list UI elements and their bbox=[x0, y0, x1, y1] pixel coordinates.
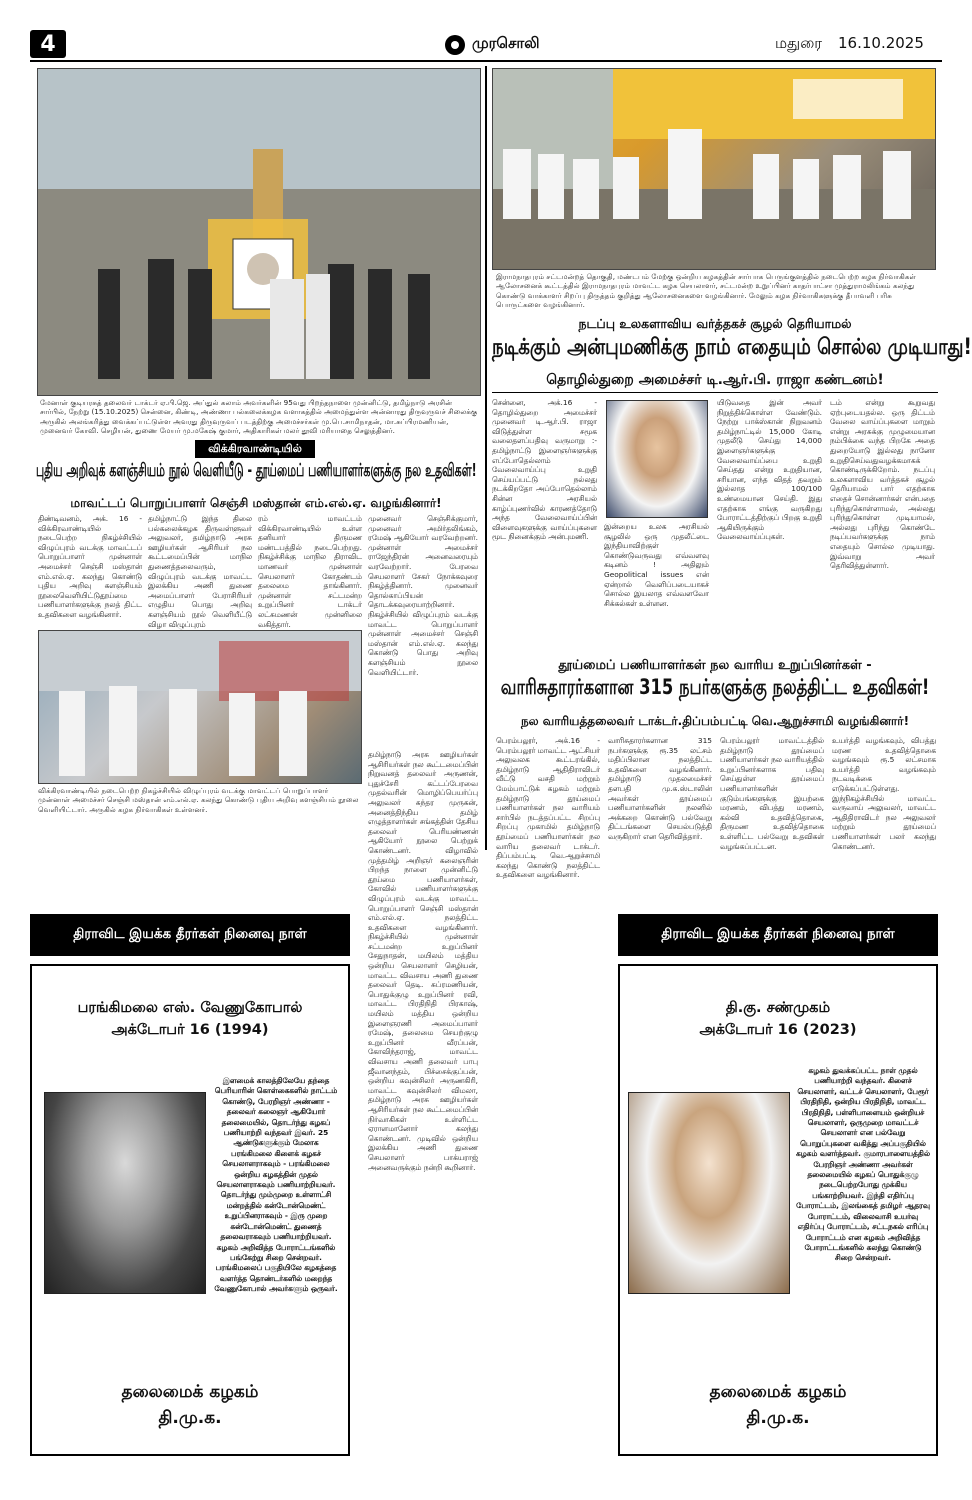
story2-column-4: முனைவர் செஞ்சிக்குமார், முனைவர் அமிர்தலிங்கம், ரமேஷ் ஆகியோர் வரவேற்றனர். முன்னாள் அமைச்சர் ராஜேந்திரன் அனைவரையும் வரவேற்றார். பேரவை செயலாளர் சேகர் நோக்கவுரை நிகழ்த்தினார். முனைவர் தொல்காப்பியன் தொடக்கவுரையாற்றினார். நிகழ்ச்சியில் விழுப்புரம் வடக்கு மாவட்ட பொறுப்பாளர் முன்னாள் அமைச்சர் செஞ்சி மஸ்தான் எம்.எல்.ஏ. கலந்து கொண்டு பொது அறிவு களஞ்சியம் நூலை வெளியிட்டார். bbox=[368, 514, 478, 677]
memorial-right-footer-2: தி.மு.க. bbox=[746, 1408, 810, 1428]
story1-column-1: சென்னை, அக்.16 - தொழில்துறை அமைச்சர் முனைவர் டி.ஆர்.பி. ராஜா விடுத்துள்ள சமூக வலைதளப்பதிவு வருமாறு :- தமிழ்நாட்டு இளைஞர்களுக்கு எப்போதெல்லாம் வேலைவாய்ப்பு உறுதி செய்யப்பட்டு நல்லது நடக்கிறதோ அப்போதெல்லாம் சின்ன அரசியல் காழ்ப்புணர்வில் காரணத்தோடு அந்த வேலைவாய்ப்பின் விளைவுகளுக்கு வாய்ப்புகளை மூட நினைக்கும் அன்புமணி. bbox=[492, 398, 597, 542]
edition-date: 16.10.2025 bbox=[838, 34, 924, 52]
story1-headline: நடிக்கும் அன்புமணிக்கு நாம் எதையும் சொல்ல முடியாது! bbox=[492, 335, 972, 360]
memorial-right-band-text: திராவிட இயக்க தீரர்கள் நினைவு நாள் bbox=[661, 926, 895, 942]
story2-headline: புதிய அறிவுக் களஞ்சியம் நூல் வெளியீடு - தூய்மைப் பணியாளர்களுக்கு நல உதவிகள்! bbox=[35, 460, 477, 481]
story2-subhead: மாவட்டப் பொறுப்பாளர் செஞ்சி மஸ்தான் எம்.எல்.ஏ. வழங்கினார்! bbox=[70, 496, 442, 510]
story3-headline: வாரிசுதாரர்களான 315 நபர்களுக்கு நலத்திட்ட உதவிகள்! bbox=[500, 675, 930, 699]
memorial-left-date: அக்டோபர் 16 (1994) bbox=[111, 1022, 269, 1038]
kalam-tribute-photo bbox=[37, 68, 481, 396]
memorial-left-band-text: திராவிட இயக்க தீரர்கள் நினைவு நாள் bbox=[73, 926, 307, 942]
shanmugam-portrait bbox=[628, 1092, 790, 1294]
paper-name: முரசொலி bbox=[472, 34, 540, 52]
memorial-right-band bbox=[618, 914, 938, 956]
memorial-right-date: அக்டோபர் 16 (2023) bbox=[699, 1022, 857, 1038]
page-number: 4 bbox=[40, 31, 56, 57]
story2-kicker-box bbox=[195, 440, 315, 458]
meeting-photo-caption: இராமநாதபுரம் சட்டமன்றத் தொகுதி, மண்டபம் மேற்கு ஒன்றிய கழகத்தின் சார்பாக பெருங்குளத்தில் நடைபெற்ற கழக நிர்வாகிகள் ஆலோசனைக் கூட்டத்தில் இராமநாதபுரம் மாவட்ட கழக செயலாளர், சட்டமன்ற உறுப்பினர் காதர்பாட்சா முத்துராமலிங்கம் கலந்து கொண்டு வாக்காளர் சிறப்பு திருத்தம் குறித்து ஆலோசனைகளை வழங்கினார். மேலும் கழக நிர்வாகிகளுக்கு தீபாவளி பரிசு பொருட்களை வழங்கினார். bbox=[496, 272, 916, 310]
trb-raja-portrait bbox=[606, 400, 708, 518]
edition-city: மதுரை bbox=[775, 34, 823, 52]
story2-continuation: தமிழ்நாடு அரசு ஊழியர்கள் ஆசிரியர்கள் நல கூட்டமைப்பின் நிறுவனத் தலைவர் அருணன், புதுச்சேரி கட்டப்பேரவை முதல்வரின் மொழிப்பெயர்ப்பு அலுவலர் சுந்தர முருகன், அனைத்திந்திய தமிழ் எழுத்தாளர்கள் சங்கத்தின் தேசிய தலைவர் பெரியண்ணன் ஆகியோர் நூலை பெற்றுக் கொண்டனர். விழாவில் முத்தமிழ் அறிஞர் கலைஞரின் பிறந்த நாளை முன்னிட்டு தூய்மை பணியாளர்கள், கோவில் பணியாளர்களுக்கு விழுப்புரம் வடக்கு மாவட்ட பொறுப்பாளர் செஞ்சி மஸ்தான் எம்.எல்.ஏ. நலத்திட்ட உதவிகளை வழங்கினார். நிகழ்ச்சியில் முன்னாள் சட்டமன்ற உறுப்பினர் சேதுநாதன், மயிலம் மத்திய ஒன்றிய செயலாளர் செழியன், மாவட்ட விவசாய அணி துணை தலைவர் தெடி. சுப்ரமணியன், பொதுக்குழு உறுப்பினர் ரவி, மாவட்ட பிரதிநிதி பிரகாஷ், மயிலம் மத்திய ஒன்றிய இளைஞரணி அமைப்பாளர் ரமேஷ், தலைமை செயற்குழு உறுப்பினர் வீரப்பன், கோவிந்தராஜ், மாவட்ட விவசாய அணி தலைவர் பாபு ஜீவானந்தம், பிச்சைக்குப்பன், ஒன்றிய கவுன்சிலர் அருணகிரி, மாவட்ட கவுன்சிலர் விமலா, தமிழ்நாடு அரசு ஊழியர்கள் ஆசிரியர்கள் நல கூட்டமைப்பின் நிர்வாகிகள் உள்ளிட்ட ஏராளமானோர் கலந்து கொண்டனர். முடிவில் ஒன்றிய இலக்கிய அணி துணை செயலாளர் பாக்யராஜ் அனைவருக்கும் நன்றி கூறினார். bbox=[368, 750, 478, 1172]
memorial-left-name: பரங்கிமலை எஸ். வேணுகோபால் bbox=[77, 1000, 303, 1016]
ramanathapuram-meeting-photo bbox=[492, 68, 936, 270]
story3-column-4: உயர்த்தி வழங்கவும், விபத்து மரண உதவித்தொகை வழங்கவும் ரூ.5 லட்சமாக உயர்த்தி வழங்கவும் நடவடிக்கை எடுக்கப்பட்டுள்ளது. இந்நிகழ்ச்சியில் மாவட்ட வருவாய் அலுவலர், மாவட்ட ஆதிதிராவிடர் நல அலுவலர் மற்றும் தூய்மைப் பணியாளர்கள் பலர் கலந்து கொண்டனர். bbox=[832, 736, 936, 851]
memorial-left-band bbox=[30, 914, 350, 956]
book-release-photo bbox=[38, 630, 362, 784]
masthead bbox=[0, 0, 972, 62]
story3-headline-box bbox=[492, 676, 938, 710]
masthead-rule bbox=[30, 60, 942, 62]
memorial-right-footer-1: தலைமைக் கழகம் bbox=[709, 1382, 847, 1402]
story3-column-3: பெரம்பலூர் மாவட்டத்தில் தமிழ்நாடு தூய்மைப் பணியாளர்கள் நல வாரியத்தில் உறுப்பினர்களாக பதிவு செய்துள்ள தூய்மைப் பணியாளர்களின் குடும்பங்களுக்கு இயற்கை மரணம், விபத்து மரணம், கல்வி உதவித்தொகை, திருமண உதவித்தொகை உள்ளிட்ட பல்வேறு உதவிகள் வழங்கப்பட்டன. bbox=[720, 736, 824, 851]
memorial-left-box bbox=[30, 964, 350, 1456]
story1-subhead: தொழில்துறை அமைச்சர் டி.ஆர்.பி. ராஜா கண்டனம்! bbox=[546, 372, 884, 388]
story1-headline-box bbox=[492, 335, 972, 370]
column-divider bbox=[485, 66, 487, 850]
story1-column-4: டம் என்று கூறுவது ஏற்புடையதல்ல. ஒரு திட்டம் வேலை வாய்ப்புகளை மாறும் என்று அரசுக்கு முழுமையான நம்பிக்கை வந்த பிறகே அதை துறையோடு இல்லது நானோ உறுதிசெய்வதுவழக்கமாகக் கொண்டிருக்கிறோம். நடப்பு உலகளாவிய வர்த்தகச் சூழல் தெரியாமல் பார் எதற்காக எதைச் சொன்னார்கள் என்பதை புரிந்துகொள்ளாமல், அல்லது புரிந்துகொள்ள முடியாமல், அல்லது புரிந்து கொண்டே நடிப்பவர்களுக்கு நாம் எதையும் சொல்ல முடியாது. இவ்வாறு அவர் தெரிவித்துள்ளார். bbox=[830, 398, 935, 571]
story1-kicker: நடப்பு உலகளாவிய வர்த்தகச் சூழல் தெரியாமல் bbox=[578, 316, 852, 331]
story3-column-1: பெரம்பலூர், அக்.16 - பெரம்பலூர் மாவட்ட ஆட்சியர் அலுவலக கூட்டரங்கில், தமிழ்நாடு ஆதிதிராவிடர் வீட்டு வசதி மற்றும் மேம்பாட்டுக் கழகம் மற்றும் தமிழ்நாடு தூய்மைப் பணியாளர்கள் நல வாரியம் சார்பில் நடத்தப்பட்ட சிறப்பு சிறப்பு முகாமில் தமிழ்நாடு தூய்மைப் பணியாளர்கள் நல வாரிய தலைவர் டாக்டர். திப்பம்பட்டி வெ.ஆறுச்சாமி கலந்து கொண்டு நலத்திட்ட உதவிகளை வழங்கினார். bbox=[496, 736, 600, 880]
memorial-right-name: தி.கு. சண்முகம் bbox=[725, 1000, 831, 1016]
memorial-right-box bbox=[618, 964, 938, 1456]
rising-sun-logo bbox=[444, 34, 466, 56]
memorial-left-footer-2: தி.மு.க. bbox=[158, 1408, 222, 1428]
story2-column-2: தமிழ்நாட்டு இந்த திலை பல்கலைக்கழக திருவள்ளுவர் அலுவலர், தமிழ்நாடு அரசு ஊழியர்கள் ஆசிரியர் நல கூட்டமைப்பின் மாநில துணைத்தலைவரும், விழுப்புரம் வடக்கு மாவட்ட இலக்கிய அணி துணை அமைப்பாளர் பேராசிரியர் எழுதிய பொது அறிவு களஞ்சியம் நூல் வெளியீட்டு விழா விழுப்புரம் bbox=[148, 514, 252, 629]
story2-column-1: திண்டிவனம், அக். 16 - விக்கிரவாண்டியில் நடைபெற்ற நிகழ்ச்சியில் விழுப்புரம் வடக்கு மாவட்டப் பொறுப்பாளர் முன்னாள் அமைச்சர் செஞ்சி மஸ்தான் எம்.எல்.ஏ. கலந்து கொண்டு புதிய அறிவு களஞ்சியம் நூலைவெளியிட்டுதூய்மை பணியாளர்களுக்கு நலத் திட்ட உதவிகளை வழங்கினார். bbox=[38, 514, 142, 619]
story1-column-3: யிடுவதை இன் அவர் நிறுத்திக்கொள்ள வேண்டும். நேற்று பாக்ஸ்கான் நிறுவனம் தமிழ்நாட்டில் 15,000 கோடி முதலீடு செய்து 14,000 இளைஞர்களுக்கு வேலைவாய்ப்பை உறுதி செய்தது என்று உறுதியான, சரியான, எந்த விதத் தவறும் இல்லாத 100/100 உண்மையான செய்தி. இது எதற்காக எங்கு வருகிறது போராட்டத்திற்குப் பிறகு உறுதி ஆகியிருக்கும் வேலைவாய்ப்புகள். bbox=[717, 398, 822, 542]
memorial-left-footer-1: தலைமைக் கழகம் bbox=[121, 1382, 259, 1402]
memorial-left-text: இளமைக் காலத்திலேயே தந்தை பெரியாரின் கொள்கைகளில் நாட்டம் கொண்டு, பேரறிஞர் அண்ணா - தலைவர் கலைஞர் ஆகியோர் தலைமையில், தொடர்ந்து கழகப் பணியாற்றி வந்தவர் இவர். 25 ஆண்டுகளுக்கும் மேலாக பரங்கிமலை கிளைக் கழகச் செயலாளராகவும் - பரங்கிமலை ஒன்றிய கழகத்தின் முதல் செயலாளராகவும் பணியாற்றியவர். தொடர்ந்து மும்முறை உள்ளாட்சி மன்றத்தில் கன்டோன்மெண்ட் உறுப்பினராகவும் - இரு முறை கன்டோன்மெண்ட் துணைத் தலைவராகவும் பணியாற்றியவர். கழகம் அறிவித்த போராட்டங்களில் பங்கேற்று சிறை சென்றவர். பரங்கிமலைப் பகுதியிலே கழகத்தை வளர்த்த தொண்டர்களில் மறைந்த வேணுகோபால் அவர்களும் ஒருவர். bbox=[214, 1076, 338, 1294]
story1-column-2: இன்றைய உலக அரசியல் சூழலில் ஒரு முதலீட்டை இந்தியாவிற்குள் கொண்டுவருவது எவ்வளவு கடினம் ! அதிலும் Geopolitical issues என் ஏன்றால் வெளிப்படையாகச் சொல்ல இயலாத எவ்வளவோ சிக்கல்கள் உள்ளன. bbox=[604, 522, 709, 608]
kalam-photo-caption: மேனாள் குடியரசுத் தலைவர் டாக்டர் ஏ.பி.ஜெ. அப்துல் கலாம் அவர்களின் 95வது பிறந்தநாளை முன்னிட்டு, தமிழ்நாடு அரசின் சார்பில், நேற்று (15.10.2025) சென்னை, கிண்டி, அண்ணா பல்கலைக்கழக வளாகத்தில் அமைந்துள்ள அன்னாரது திருவுருவச் சிலைக்கு அருகில் அலங்கரித்து வைக்கப்பட்டுள்ள அவரது திருவுருவப் படத்திற்கு அமைச்சர்கள் மு.பெ.சாமிநாதன், மா.சுப்பிரமணியன், முனைவர் கோவி. செழியன், துணை மேயர் மு.மகேஷ் குமார், அதிகாரிகள் மலர் தூவி மரியாதை செலுத்தினர். bbox=[40, 398, 478, 436]
book-release-caption: விக்கிரவாண்டியில் நடைபெற்ற நிகழ்ச்சியில் விழுப்புரம் வடக்கு மாவட்டப் பொறுப்பாளர் முன்னாள் அமைச்சர் செஞ்சி மஸ்தான் எம்.எல்.ஏ. கலந்து கொண்டு புதிய அறிவு களஞ்சியம் நூலை வெளியிட்டார். அருகில் கழக நிர்வாகிகள் உள்ளனர். bbox=[38, 786, 359, 814]
story3-subhead: நல வாரியத்தலைவர் டாக்டர்.திப்பம்பட்டி வெ.ஆறுச்சாமி வழங்கினார்! bbox=[520, 714, 910, 728]
memorial-right-text: கழகம் துவக்கப்பட்ட நாள் முதல் பணியாற்றி வந்தவர். கிளைச் செயலாளர், வட்டச் செயலாளர், பேரூர் பிரதிநிதி, ஒன்றிய பிரதிநிதி, மாவட்ட பிரதிநிதி, பள்ளிபாளையம் ஒன்றியச் செயலாளர், ஒருமுறை மாவட்டச் செயலாளர் என பல்வேறு பொறுப்புகளை வகித்து அப்பகுதியில் கழகம் வளர்த்தவர். குமாரபாளையத்தில் பேரறிஞர் அண்ணா அவர்கள் தலைமையில் கழகப் பொதுக்குழு நடைபெற்றபோது முக்கிய பங்காற்றியவர். இந்தி எதிர்ப்பு போராட்டம், இலங்கைத் தமிழர் ஆதரவு போராட்டம், விலைவாசி உயர்வு எதிர்ப்பு போராட்டம், சட்டநகல் எரிப்பு போராட்டம் என கழகம் அறிவித்த போராட்டங்களில் கலந்து கொண்டு சிறை சென்றவர். bbox=[796, 1066, 930, 1263]
story3-column-2: வாரிசுதாரர்களான 315 நபர்களுக்கு ரூ.35 லட்சம் மதிப்பிலான நலத்திட்ட உதவிகளை வழங்கினார். தமிழ்நாடு முதலமைச்சர் தளபதி மு.க.ஸ்டாலின் அவர்கள் தூய்மைப் பணியாளர்களின் நலனில் அக்கறை கொண்டு பல்வேறு திட்டங்களை செயல்படுத்தி வருகிறார் என தெரிவித்தார். bbox=[608, 736, 712, 841]
story2-headline-box bbox=[30, 462, 482, 492]
page-number-badge bbox=[30, 30, 66, 58]
venugopal-portrait bbox=[44, 1092, 206, 1294]
story2-kicker: விக்கிரவாண்டியில் bbox=[208, 441, 302, 455]
story2-column-3: ரம் மாவட்டம் விக்கிரவாண்டியில் உள்ள தனியார் திருமண மண்டபத்தில் நடைபெற்றது. நிகழ்ச்சிக்கு மாநில திராவிட மாணவர் முன்னாள் செயலாளர் கோதண்டம் தலைமை தாங்கினார். முன்னாள் சட்டமன்ற உறுப்பினர் டாக்டர் லட்சுமணன் முன்னிலை வகித்தார். bbox=[258, 514, 362, 629]
story3-kicker: தூய்மைப் பணியாளர்கள் நல வாரிய உறுப்பினர்கள் - bbox=[558, 658, 872, 673]
story1-subhead-rule bbox=[492, 392, 938, 393]
